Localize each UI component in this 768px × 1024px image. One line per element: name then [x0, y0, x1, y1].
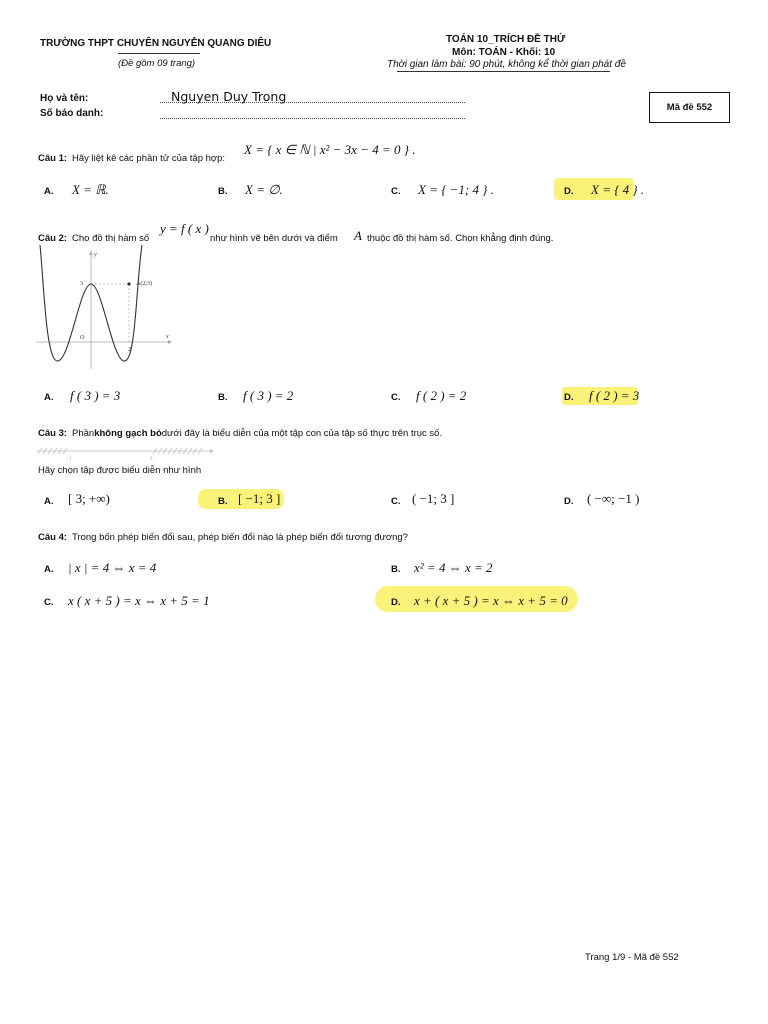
- q3-label: Câu 3:: [38, 428, 68, 439]
- q2-func: y = f ( x ): [160, 221, 209, 236]
- q4-option-c-letter[interactable]: C.: [44, 597, 54, 608]
- q3-axis-arrow: [210, 449, 214, 453]
- q4-option-c[interactable]: x ( x + 5 ) = x ⇔ x + 5 = 1: [68, 593, 210, 608]
- q1-formula: X = { x ∈ ℕ | x² − 3x − 4 = 0 } .: [244, 142, 416, 157]
- exam-code: Mã đề 552: [666, 102, 713, 113]
- school-underline: [118, 53, 200, 54]
- q1-option-b[interactable]: X = ∅.: [245, 182, 283, 197]
- q3-option-a-letter[interactable]: A.: [44, 496, 54, 507]
- q2-graph: [36, 245, 176, 370]
- q1-option-d-letter[interactable]: D.: [564, 186, 574, 197]
- q2-option-a-letter[interactable]: A.: [44, 392, 54, 403]
- q3-option-b[interactable]: [ −1; 3 ]: [238, 491, 281, 506]
- q3-number-line: [36, 445, 216, 461]
- q4-text: Trong bốn phép biến đổi sau, phép biến đổi nào là phép biến đổi tương đương?: [72, 532, 408, 543]
- q2-text-middle: như hình vẽ bên dưới và điểm: [210, 233, 338, 244]
- q2-text-before: Cho đồ thị hàm số: [72, 233, 150, 244]
- q1-option-c-letter[interactable]: C.: [391, 186, 401, 197]
- q4-option-b-letter[interactable]: B.: [391, 564, 401, 575]
- q2-x-tick: 2: [128, 347, 131, 353]
- exam-duration: Thời gian làm bài: 90 phút, không kể thời gian phát đề: [387, 59, 626, 70]
- name-label: Họ và tên:: [40, 93, 89, 104]
- q2-point: A: [354, 228, 362, 243]
- q3-option-c[interactable]: ( −1; 3 ]: [412, 491, 455, 506]
- q3-option-d-letter[interactable]: D.: [564, 496, 574, 507]
- q3-option-c-letter[interactable]: C.: [391, 496, 401, 507]
- q3-text-b: dưới đây là biểu diễn của một tập con của tập số thực trên trục số.: [161, 428, 443, 439]
- q3-text-a: Phần: [72, 428, 95, 439]
- q2-text-after: thuộc đồ thị hàm số. Chọn khẳng định đúng.: [367, 233, 554, 244]
- q2-option-c-letter[interactable]: C.: [391, 392, 401, 403]
- q2-option-b[interactable]: f ( 3 ) = 2: [243, 388, 294, 403]
- q4-option-b[interactable]: x² = 4 ⇔ x = 2: [414, 560, 493, 575]
- exam-title: TOÁN 10_TRÍCH ĐỀ THỨ: [446, 34, 566, 45]
- q2-option-d[interactable]: f ( 2 ) = 3: [589, 388, 640, 403]
- q2-label: Câu 2:: [38, 233, 68, 244]
- q1-option-a-letter[interactable]: A.: [44, 186, 54, 197]
- q3-option-a[interactable]: [ 3; +∞): [68, 491, 110, 506]
- school-name: TRƯỜNG THPT CHUYÊN NGUYỄN QUANG DIÊU: [40, 38, 272, 49]
- exam-subject: Môn: TOÁN - Khối: 10: [452, 47, 556, 58]
- q4-option-d[interactable]: x + ( x + 5 ) = x ⇔ x + 5 = 0: [414, 593, 568, 608]
- id-dotted-line[interactable]: [160, 118, 465, 119]
- q3-option-d[interactable]: ( −∞; −1 ): [587, 491, 640, 506]
- q4-option-a[interactable]: | x | = 4 ⇔ x = 4: [68, 560, 157, 575]
- exam-code-box: [649, 92, 730, 123]
- pages-note: (Đề gồm 09 trang): [118, 58, 196, 69]
- q2-origin-label: O: [80, 335, 85, 341]
- name-value[interactable]: Nguyen Duy Trong: [171, 89, 287, 104]
- q4-option-d-letter[interactable]: D.: [391, 597, 401, 608]
- q4-option-a-letter[interactable]: A.: [44, 564, 54, 575]
- q2-y-label: y: [94, 252, 97, 258]
- id-label: Số báo danh:: [40, 108, 104, 119]
- q3-option-b-letter[interactable]: B.: [218, 496, 228, 507]
- q1-option-b-letter[interactable]: B.: [218, 186, 228, 197]
- q3-axis-right-label: 3: [150, 457, 153, 461]
- q3-text-bold: không gạch bỏ: [94, 428, 162, 439]
- q2-option-c[interactable]: f ( 2 ) = 2: [416, 388, 467, 403]
- q1-label: Câu 1:: [38, 153, 68, 164]
- q1-text: Hãy liệt kê các phần tử của tập hợp:: [72, 153, 226, 164]
- q1-option-a[interactable]: X = ℝ.: [72, 182, 109, 197]
- q2-option-b-letter[interactable]: B.: [218, 392, 228, 403]
- q2-x-arrow: [168, 340, 172, 344]
- q3-axis-left-label: −1: [66, 457, 72, 461]
- q2-option-a[interactable]: f ( 3 ) = 3: [70, 388, 121, 403]
- q4-label: Câu 4:: [38, 532, 68, 543]
- q2-x-label: x: [166, 334, 169, 340]
- duration-underline: [397, 71, 610, 72]
- page-footer: Trang 1/9 - Mã đề 552: [585, 952, 679, 963]
- q3-prompt: Hãy chọn tập được biểu diễn như hình: [38, 465, 202, 476]
- q2-y-tick: 3: [80, 281, 83, 287]
- q3-text: [72, 428, 442, 439]
- q1-option-d[interactable]: X = { 4 } .: [591, 182, 645, 197]
- q2-y-arrow: [89, 251, 93, 255]
- q2-point-label: A(2;3): [136, 281, 152, 287]
- q2-option-d-letter[interactable]: D.: [564, 392, 574, 403]
- q1-option-c[interactable]: X = { −1; 4 } .: [418, 182, 494, 197]
- q2-point-a: [127, 282, 130, 285]
